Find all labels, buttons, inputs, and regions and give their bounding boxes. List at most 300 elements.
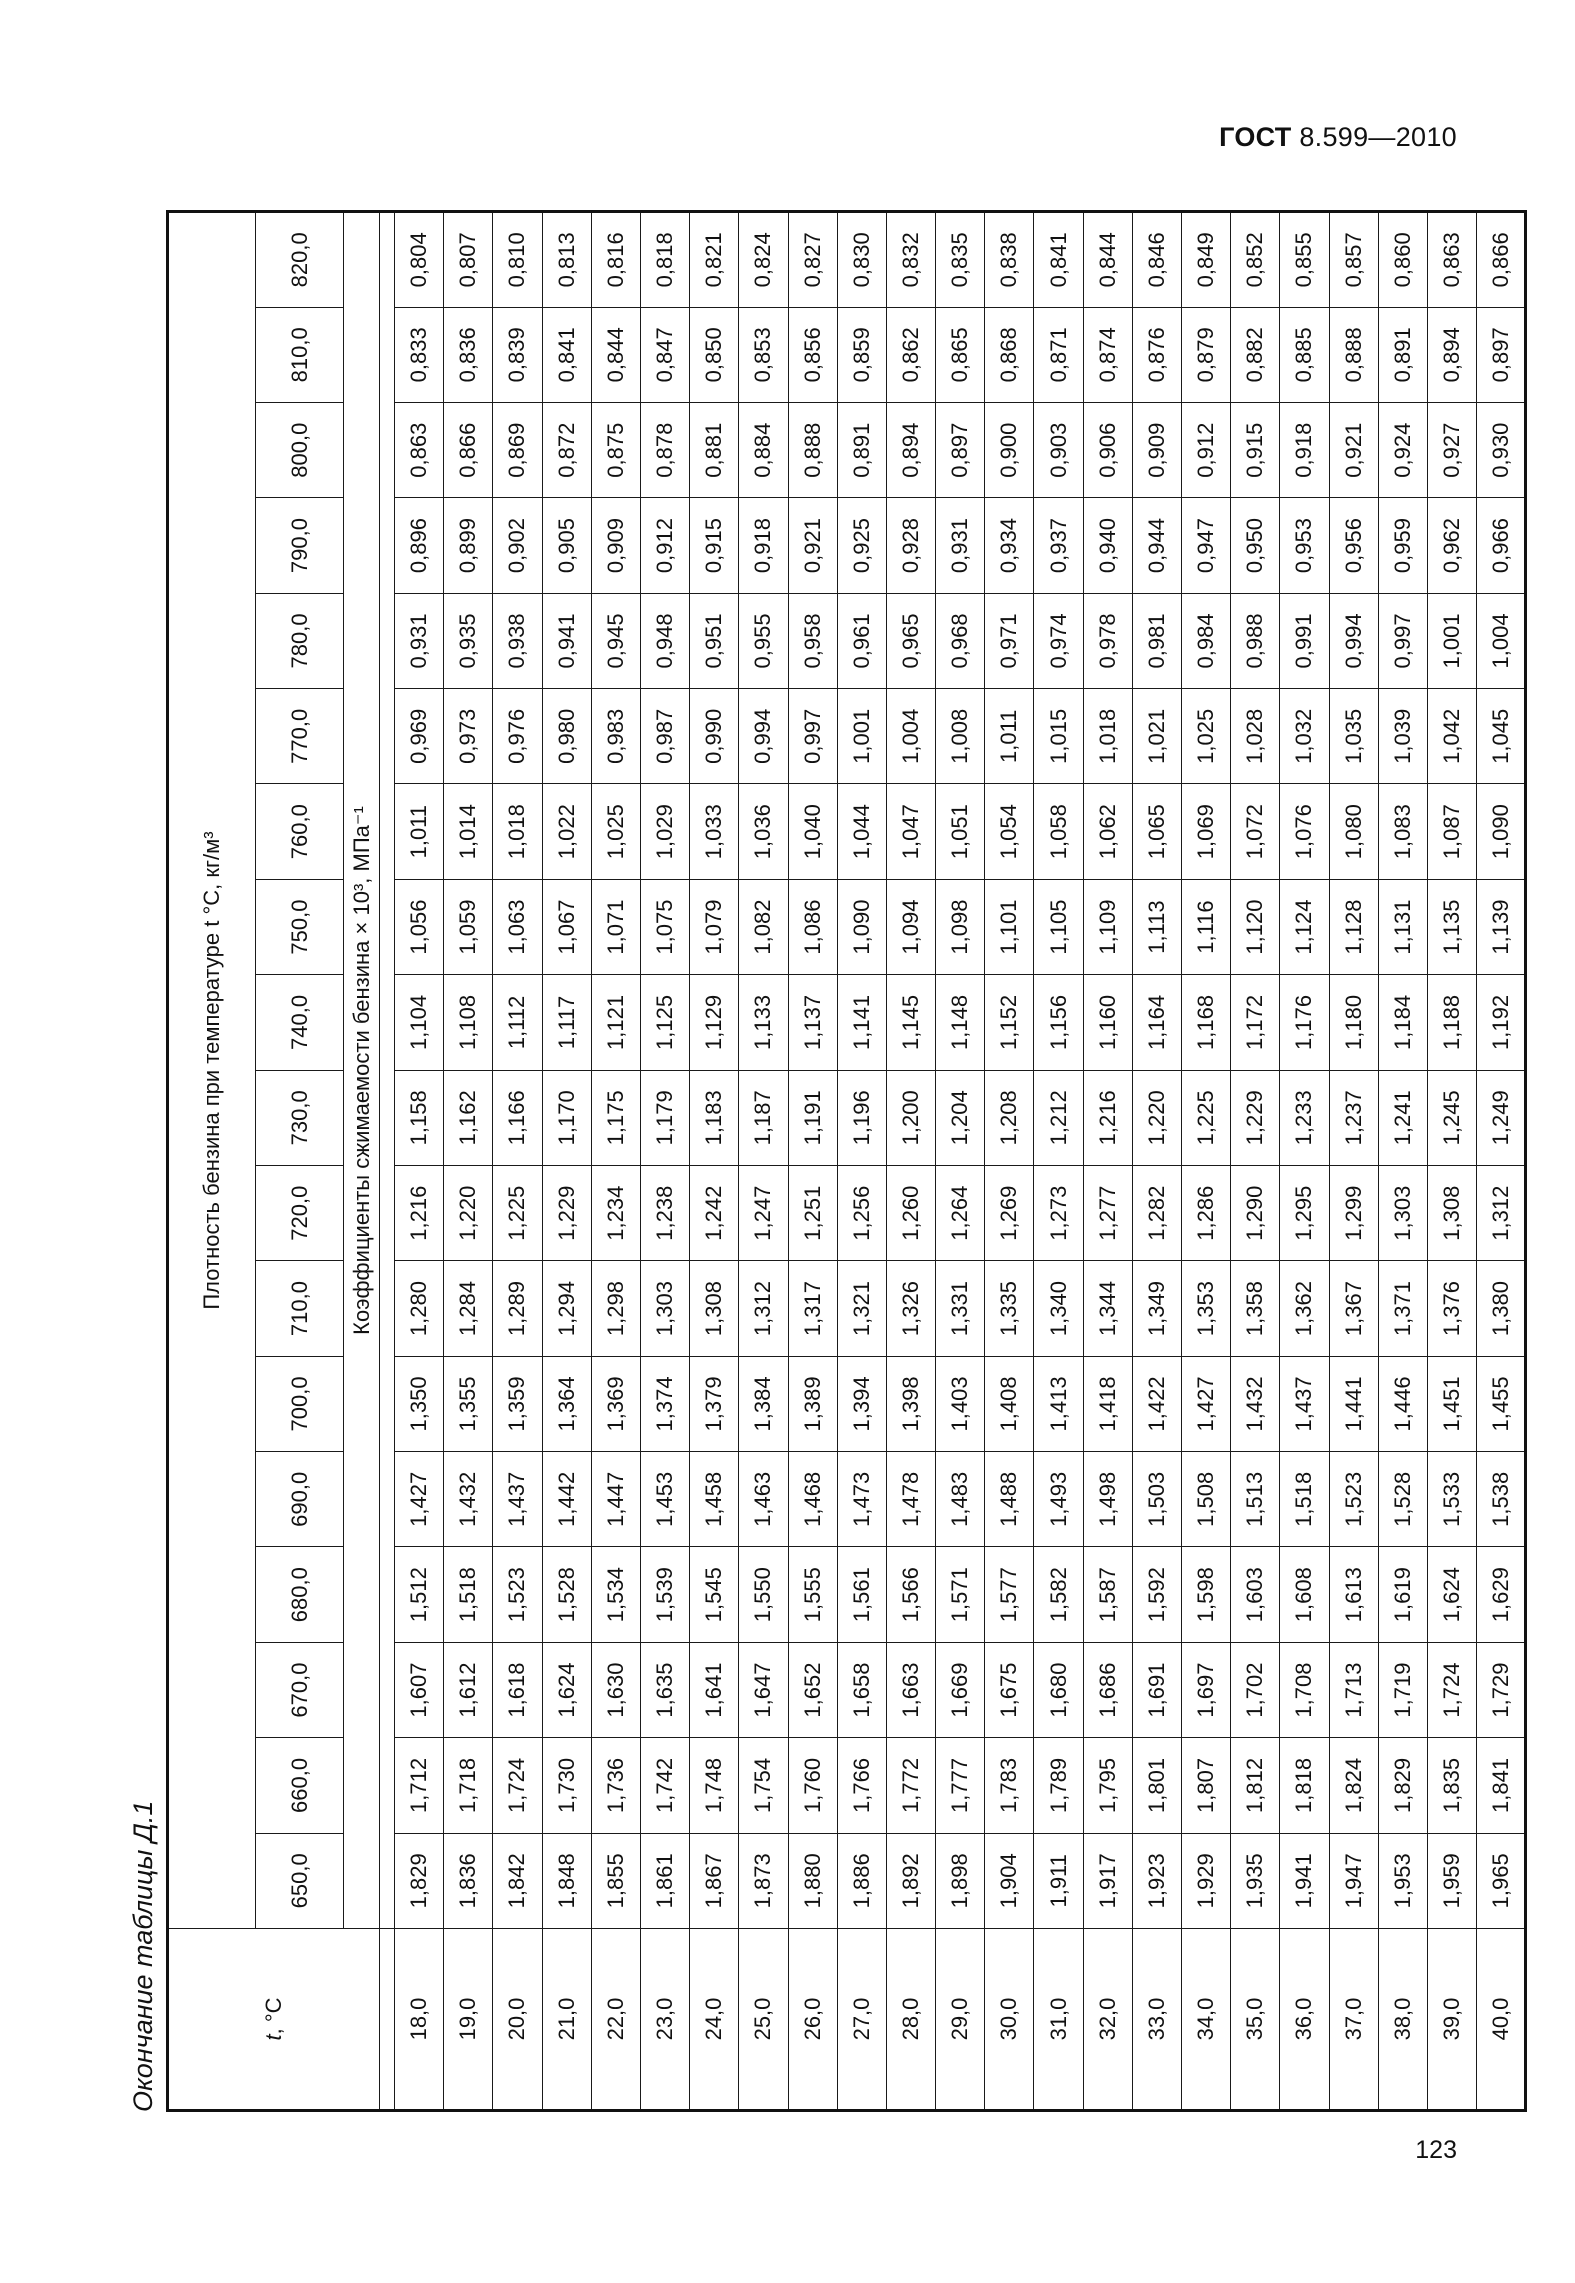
coefficient-cell: 0,956 [1329, 498, 1378, 593]
coefficient-cell: 1,512 [395, 1547, 444, 1642]
coefficient-cell: 1,042 [1427, 689, 1476, 784]
coefficient-cell: 0,874 [1083, 307, 1132, 402]
coefficient-cell: 1,308 [1427, 1166, 1476, 1261]
coefficient-cell: 0,841 [542, 307, 591, 402]
coefficient-cell: 1,702 [1231, 1642, 1280, 1737]
coefficient-cell: 1,295 [1280, 1166, 1329, 1261]
table-row [1182, 212, 1231, 2111]
coefficient-cell: 1,087 [1427, 784, 1476, 879]
coefficient-cell: 1,191 [788, 1070, 837, 1165]
coefficient-cell: 1,760 [788, 1738, 837, 1833]
coefficient-cell: 1,389 [788, 1356, 837, 1451]
coefficient-cell: 1,836 [444, 1833, 493, 1928]
temperature-cell: 26,0 [788, 1929, 837, 2111]
coefficient-cell: 1,247 [739, 1166, 788, 1261]
coefficient-cell: 1,427 [1182, 1356, 1231, 1451]
table-row [837, 212, 886, 2111]
coefficient-cell: 0,935 [444, 593, 493, 688]
coefficient-cell: 1,237 [1329, 1070, 1378, 1165]
coefficient-cell: 1,959 [1427, 1833, 1476, 1928]
coefficient-cell: 0,980 [542, 689, 591, 784]
coefficient-cell: 1,941 [1280, 1833, 1329, 1928]
coefficient-cell: 1,455 [1477, 1356, 1526, 1451]
coefficient-cell: 0,885 [1280, 307, 1329, 402]
coefficient-cell: 0,863 [1427, 212, 1476, 308]
coefficient-cell: 1,035 [1329, 689, 1378, 784]
density-column-header: 740,0 [256, 975, 344, 1070]
coefficient-cell: 1,299 [1329, 1166, 1378, 1261]
coefficient-cell: 1,303 [640, 1261, 689, 1356]
coefficient-cell: 0,863 [395, 403, 444, 498]
coefficient-cell: 1,139 [1477, 879, 1526, 974]
coefficient-cell: 0,968 [936, 593, 985, 688]
density-column-header: 770,0 [256, 689, 344, 784]
coefficient-cell: 1,216 [395, 1166, 444, 1261]
coefficient-cell: 0,927 [1427, 403, 1476, 498]
coefficient-cell: 1,742 [640, 1738, 689, 1833]
coefficient-cell: 1,225 [1182, 1070, 1231, 1165]
coefficient-cell: 1,286 [1182, 1166, 1231, 1261]
table-body [395, 212, 1526, 2111]
coefficient-cell: 1,873 [739, 1833, 788, 1928]
temperature-cell: 21,0 [542, 1929, 591, 2111]
coefficient-cell: 1,158 [395, 1070, 444, 1165]
coefficient-cell: 0,807 [444, 212, 493, 308]
table-row [591, 212, 640, 2111]
coefficient-cell: 0,991 [1280, 593, 1329, 688]
density-column-header: 750,0 [256, 879, 344, 974]
temperature-cell: 23,0 [640, 1929, 689, 2111]
coefficient-cell: 1,200 [886, 1070, 935, 1165]
coefficient-cell: 1,282 [1132, 1166, 1181, 1261]
coefficient-cell: 1,124 [1280, 879, 1329, 974]
coefficient-cell: 1,152 [985, 975, 1034, 1070]
coefficient-cell: 1,691 [1132, 1642, 1181, 1737]
coefficient-cell: 0,866 [1477, 212, 1526, 308]
coefficient-cell: 1,098 [936, 879, 985, 974]
temperature-cell: 19,0 [444, 1929, 493, 2111]
coefficient-cell: 1,451 [1427, 1356, 1476, 1451]
coefficient-cell: 0,909 [1132, 403, 1181, 498]
coefficient-cell: 1,783 [985, 1738, 1034, 1833]
coefficient-cell: 1,518 [1280, 1452, 1329, 1547]
coefficient-cell: 0,950 [1231, 498, 1280, 593]
coefficient-cell: 1,772 [886, 1738, 935, 1833]
coefficient-cell: 1,453 [640, 1452, 689, 1547]
coefficient-cell: 0,882 [1231, 307, 1280, 402]
coefficient-cell: 1,612 [444, 1642, 493, 1737]
coefficient-cell: 1,308 [690, 1261, 739, 1356]
coefficient-cell: 0,856 [788, 307, 837, 402]
coefficient-cell: 0,921 [788, 498, 837, 593]
coefficient-cell: 1,353 [1182, 1261, 1231, 1356]
coefficient-header: Коэффициенты сжимаемости бензина × 10³, МПа⁻¹ [344, 212, 380, 1929]
temperature-cell: 32,0 [1083, 1929, 1132, 2111]
coefficient-cell: 0,978 [1083, 593, 1132, 688]
temperature-cell: 33,0 [1132, 1929, 1181, 2111]
coefficient-cell: 0,958 [788, 593, 837, 688]
coefficient-cell: 1,040 [788, 784, 837, 879]
coefficient-cell: 0,835 [936, 212, 985, 308]
coefficient-cell: 1,001 [837, 689, 886, 784]
coefficient-cell: 1,364 [542, 1356, 591, 1451]
coefficient-cell: 1,047 [886, 784, 935, 879]
coefficient-cell: 1,192 [1477, 975, 1526, 1070]
table-row [690, 212, 739, 2111]
coefficient-cell: 1,488 [985, 1452, 1034, 1547]
coefficient-cell: 0,894 [1427, 307, 1476, 402]
coefficient-cell: 0,987 [640, 689, 689, 784]
coefficient-cell: 1,137 [788, 975, 837, 1070]
coefficient-cell: 1,437 [493, 1452, 542, 1547]
coefficient-cell: 1,044 [837, 784, 886, 879]
coefficient-cell: 1,624 [542, 1642, 591, 1737]
coefficient-cell: 1,350 [395, 1356, 444, 1451]
temperature-cell: 30,0 [985, 1929, 1034, 2111]
coefficient-cell: 1,812 [1231, 1738, 1280, 1833]
coefficient-cell: 1,635 [640, 1642, 689, 1737]
coefficient-cell: 1,326 [886, 1261, 935, 1356]
temperature-cell: 28,0 [886, 1929, 935, 2111]
coefficient-cell: 1,911 [1034, 1833, 1083, 1928]
coefficient-cell: 0,855 [1280, 212, 1329, 308]
coefficient-cell: 0,984 [1182, 593, 1231, 688]
coefficient-cell: 1,712 [395, 1738, 444, 1833]
coefficient-cell: 1,855 [591, 1833, 640, 1928]
coefficient-cell: 1,582 [1034, 1547, 1083, 1642]
coefficient-cell: 0,902 [493, 498, 542, 593]
coefficient-cell: 1,587 [1083, 1547, 1132, 1642]
coefficient-cell: 1,104 [395, 975, 444, 1070]
coefficient-cell: 1,898 [936, 1833, 985, 1928]
coefficient-cell: 1,011 [985, 689, 1034, 784]
coefficient-cell: 1,249 [1477, 1070, 1526, 1165]
coefficient-cell: 0,925 [837, 498, 886, 593]
coefficient-cell: 1,076 [1280, 784, 1329, 879]
coefficient-cell: 1,608 [1280, 1547, 1329, 1642]
coefficient-cell: 1,861 [640, 1833, 689, 1928]
coefficient-cell: 1,036 [739, 784, 788, 879]
coefficient-cell: 0,969 [395, 689, 444, 784]
coefficient-cell: 1,220 [444, 1166, 493, 1261]
coefficient-cell: 1,133 [739, 975, 788, 1070]
coefficient-cell: 1,534 [591, 1547, 640, 1642]
density-column-header: 650,0 [256, 1833, 344, 1928]
coefficient-cell: 1,162 [444, 1070, 493, 1165]
coefficient-cell: 1,724 [1427, 1642, 1476, 1737]
coefficient-cell: 1,129 [690, 975, 739, 1070]
coefficient-cell: 1,289 [493, 1261, 542, 1356]
coefficient-cell: 1,513 [1231, 1452, 1280, 1547]
coefficient-cell: 0,888 [788, 403, 837, 498]
coefficient-cell: 1,766 [837, 1738, 886, 1833]
coefficient-cell: 0,876 [1132, 307, 1181, 402]
coefficient-cell: 1,238 [640, 1166, 689, 1261]
coefficient-cell: 0,899 [444, 498, 493, 593]
density-column-header: 760,0 [256, 784, 344, 879]
coefficient-cell: 0,947 [1182, 498, 1231, 593]
coefficient-cell: 1,566 [886, 1547, 935, 1642]
coefficient-cell: 1,675 [985, 1642, 1034, 1737]
table-row [936, 212, 985, 2111]
coefficient-cell: 1,175 [591, 1070, 640, 1165]
table-row [1378, 212, 1427, 2111]
coefficient-cell: 1,867 [690, 1833, 739, 1928]
temperature-cell: 27,0 [837, 1929, 886, 2111]
coefficient-cell: 1,729 [1477, 1642, 1526, 1737]
coefficient-cell: 1,376 [1427, 1261, 1476, 1356]
coefficient-cell: 1,128 [1329, 879, 1378, 974]
coefficient-cell: 0,844 [591, 307, 640, 402]
density-column-header: 680,0 [256, 1547, 344, 1642]
coefficient-cell: 1,172 [1231, 975, 1280, 1070]
coefficient-cell: 1,011 [395, 784, 444, 879]
coefficient-cell: 0,894 [886, 403, 935, 498]
coefficient-cell: 1,156 [1034, 975, 1083, 1070]
coefficient-cell: 1,533 [1427, 1452, 1476, 1547]
coefficient-cell: 1,736 [591, 1738, 640, 1833]
temperature-cell: 39,0 [1427, 1929, 1476, 2111]
coefficient-cell: 1,168 [1182, 975, 1231, 1070]
coefficient-cell: 1,105 [1034, 879, 1083, 974]
coefficient-cell: 1,647 [739, 1642, 788, 1737]
coefficient-cell: 1,730 [542, 1738, 591, 1833]
coefficient-cell: 0,852 [1231, 212, 1280, 308]
coefficient-cell: 1,686 [1083, 1642, 1132, 1737]
coefficient-cell: 1,183 [690, 1070, 739, 1165]
coefficient-cell: 0,976 [493, 689, 542, 784]
coefficient-cell: 1,045 [1477, 689, 1526, 784]
table-row [1132, 212, 1181, 2111]
density-column-header: 660,0 [256, 1738, 344, 1833]
coefficient-cell: 0,859 [837, 307, 886, 402]
coefficient-cell: 1,025 [1182, 689, 1231, 784]
coefficient-cell: 1,225 [493, 1166, 542, 1261]
coefficient-cell: 1,493 [1034, 1452, 1083, 1547]
coefficient-cell: 1,523 [1329, 1452, 1378, 1547]
coefficient-cell: 1,349 [1132, 1261, 1181, 1356]
coefficient-cell: 1,022 [542, 784, 591, 879]
standard-prefix: ГОСТ [1219, 122, 1292, 152]
coefficient-cell: 0,940 [1083, 498, 1132, 593]
coefficient-cell: 1,014 [444, 784, 493, 879]
table-row [886, 212, 935, 2111]
temperature-cell: 40,0 [1477, 1929, 1526, 2111]
coefficient-cell: 0,818 [640, 212, 689, 308]
coefficient-cell: 0,924 [1378, 403, 1427, 498]
coefficient-cell: 1,818 [1280, 1738, 1329, 1833]
coefficient-cell: 0,974 [1034, 593, 1083, 688]
coefficient-cell: 0,804 [395, 212, 444, 308]
table-row [1083, 212, 1132, 2111]
coefficient-cell: 0,888 [1329, 307, 1378, 402]
table-row [985, 212, 1034, 2111]
temperature-cell: 37,0 [1329, 1929, 1378, 2111]
coefficient-cell: 1,290 [1231, 1166, 1280, 1261]
coefficient-cell: 1,166 [493, 1070, 542, 1165]
coefficient-cell: 0,827 [788, 212, 837, 308]
coefficient-cell: 0,928 [886, 498, 935, 593]
coefficient-cell: 1,829 [1378, 1738, 1427, 1833]
coefficient-cell: 0,966 [1477, 498, 1526, 593]
coefficient-cell: 1,117 [542, 975, 591, 1070]
density-columns-row [256, 212, 344, 2111]
coefficient-cell: 1,067 [542, 879, 591, 974]
table-row [1329, 212, 1378, 2111]
coefficient-cell: 1,619 [1378, 1547, 1427, 1642]
table-row [1034, 212, 1083, 2111]
coefficient-cell: 1,204 [936, 1070, 985, 1165]
coefficient-cell: 1,463 [739, 1452, 788, 1547]
page-number: 123 [1415, 2136, 1457, 2164]
coefficient-cell: 0,839 [493, 307, 542, 402]
table-row [1427, 212, 1476, 2111]
coefficient-cell: 1,718 [444, 1738, 493, 1833]
coefficient-cell: 1,229 [1231, 1070, 1280, 1165]
coefficient-cell: 1,641 [690, 1642, 739, 1737]
coefficient-cell: 1,176 [1280, 975, 1329, 1070]
coefficient-cell: 1,358 [1231, 1261, 1280, 1356]
document-header [1219, 122, 1457, 153]
coefficient-cell: 0,865 [936, 307, 985, 402]
coefficient-cell: 1,680 [1034, 1642, 1083, 1737]
coefficient-cell: 1,498 [1083, 1452, 1132, 1547]
density-column-header: 810,0 [256, 307, 344, 402]
coefficient-cell: 0,903 [1034, 403, 1083, 498]
coefficient-cell: 0,838 [985, 212, 1034, 308]
table-row [493, 212, 542, 2111]
coefficient-cell: 1,965 [1477, 1833, 1526, 1928]
coefficient-cell: 1,473 [837, 1452, 886, 1547]
coefficient-cell: 0,878 [640, 403, 689, 498]
coefficient-cell: 1,663 [886, 1642, 935, 1737]
coefficient-cell: 1,058 [1034, 784, 1083, 879]
coefficient-cell: 1,697 [1182, 1642, 1231, 1737]
coefficient-cell: 1,824 [1329, 1738, 1378, 1833]
coefficient-cell: 1,669 [936, 1642, 985, 1737]
table-row [640, 212, 689, 2111]
coefficient-cell: 0,973 [444, 689, 493, 784]
coefficient-cell: 0,912 [640, 498, 689, 593]
coefficient-cell: 0,875 [591, 403, 640, 498]
coefficient-cell: 0,853 [739, 307, 788, 402]
coefficient-cell: 1,090 [1477, 784, 1526, 879]
coefficient-cell: 1,280 [395, 1261, 444, 1356]
coefficient-cell: 1,069 [1182, 784, 1231, 879]
coefficient-cell: 1,018 [493, 784, 542, 879]
coefficient-cell: 1,432 [1231, 1356, 1280, 1451]
coefficient-cell: 1,367 [1329, 1261, 1378, 1356]
coefficient-cell: 1,264 [936, 1166, 985, 1261]
coefficient-cell: 1,015 [1034, 689, 1083, 784]
coefficient-cell: 1,331 [936, 1261, 985, 1356]
coefficient-cell: 1,503 [1132, 1452, 1181, 1547]
coefficient-cell: 1,220 [1132, 1070, 1181, 1165]
coefficient-cell: 1,212 [1034, 1070, 1083, 1165]
temperature-header [168, 1929, 380, 2111]
coefficient-cell: 1,841 [1477, 1738, 1526, 1833]
coefficient-cell: 1,141 [837, 975, 886, 1070]
coefficient-cell: 1,550 [739, 1547, 788, 1642]
coefficient-cell: 1,561 [837, 1547, 886, 1642]
coefficient-cell: 1,713 [1329, 1642, 1378, 1737]
compressibility-table [166, 210, 1527, 2112]
coefficient-cell: 1,179 [640, 1070, 689, 1165]
coefficient-cell: 0,918 [1280, 403, 1329, 498]
coefficient-cell: 0,896 [395, 498, 444, 593]
coefficient-cell: 1,807 [1182, 1738, 1231, 1833]
density-column-header: 820,0 [256, 212, 344, 308]
coefficient-cell: 0,891 [837, 403, 886, 498]
density-column-header: 790,0 [256, 498, 344, 593]
coefficient-cell: 1,458 [690, 1452, 739, 1547]
coefficient-cell: 1,880 [788, 1833, 837, 1928]
coefficient-cell: 1,369 [591, 1356, 640, 1451]
coefficient-cell: 1,312 [1477, 1166, 1526, 1261]
coefficient-cell: 1,028 [1231, 689, 1280, 784]
coefficient-cell: 1,719 [1378, 1642, 1427, 1737]
coefficient-cell: 1,321 [837, 1261, 886, 1356]
temperature-cell: 18,0 [395, 1929, 444, 2111]
density-header: Плотность бензина при температуре t °С, кг/м³ [168, 212, 256, 1929]
coefficient-cell: 0,938 [493, 593, 542, 688]
coefficient-cell: 0,983 [591, 689, 640, 784]
temperature-cell: 36,0 [1280, 1929, 1329, 2111]
temperature-cell: 25,0 [739, 1929, 788, 2111]
coefficient-cell: 1,923 [1132, 1833, 1181, 1928]
coefficient-cell: 1,518 [444, 1547, 493, 1642]
coefficient-cell: 1,528 [542, 1547, 591, 1642]
coefficient-cell: 0,971 [985, 593, 1034, 688]
blank-cell [380, 1929, 395, 2111]
coefficient-cell: 1,413 [1034, 1356, 1083, 1451]
coefficient-cell: 1,229 [542, 1166, 591, 1261]
coefficient-cell: 1,371 [1378, 1261, 1427, 1356]
coefficient-cell: 1,335 [985, 1261, 1034, 1356]
coefficient-cell: 0,844 [1083, 212, 1132, 308]
temperature-cell: 31,0 [1034, 1929, 1083, 2111]
coefficient-cell: 0,847 [640, 307, 689, 402]
coefficient-cell: 1,432 [444, 1452, 493, 1547]
coefficient-cell: 0,918 [739, 498, 788, 593]
coefficient-cell: 0,906 [1083, 403, 1132, 498]
coefficient-cell: 1,953 [1378, 1833, 1427, 1928]
coefficient-cell: 1,380 [1477, 1261, 1526, 1356]
coefficient-cell: 0,849 [1182, 212, 1231, 308]
coefficient-cell: 0,810 [493, 212, 542, 308]
coefficient-cell: 1,086 [788, 879, 837, 974]
coefficient-cell: 0,860 [1378, 212, 1427, 308]
coefficient-cell: 1,188 [1427, 975, 1476, 1070]
coefficient-cell: 1,359 [493, 1356, 542, 1451]
coefficient-cell: 1,216 [1083, 1070, 1132, 1165]
coefficient-cell: 1,303 [1378, 1166, 1427, 1261]
coefficient-cell: 1,362 [1280, 1261, 1329, 1356]
coefficient-cell: 1,483 [936, 1452, 985, 1547]
coefficient-cell: 1,408 [985, 1356, 1034, 1451]
coefficient-cell: 0,994 [739, 689, 788, 784]
coefficient-cell: 0,990 [690, 689, 739, 784]
coefficient-cell: 0,816 [591, 212, 640, 308]
coefficient-cell: 1,121 [591, 975, 640, 1070]
coefficient-cell: 1,079 [690, 879, 739, 974]
coefficient-cell: 1,447 [591, 1452, 640, 1547]
coefficient-cell: 1,539 [640, 1547, 689, 1642]
coefficient-cell: 1,108 [444, 975, 493, 1070]
coefficient-cell: 1,071 [591, 879, 640, 974]
coefficient-cell: 1,135 [1427, 879, 1476, 974]
temperature-cell: 38,0 [1378, 1929, 1427, 2111]
